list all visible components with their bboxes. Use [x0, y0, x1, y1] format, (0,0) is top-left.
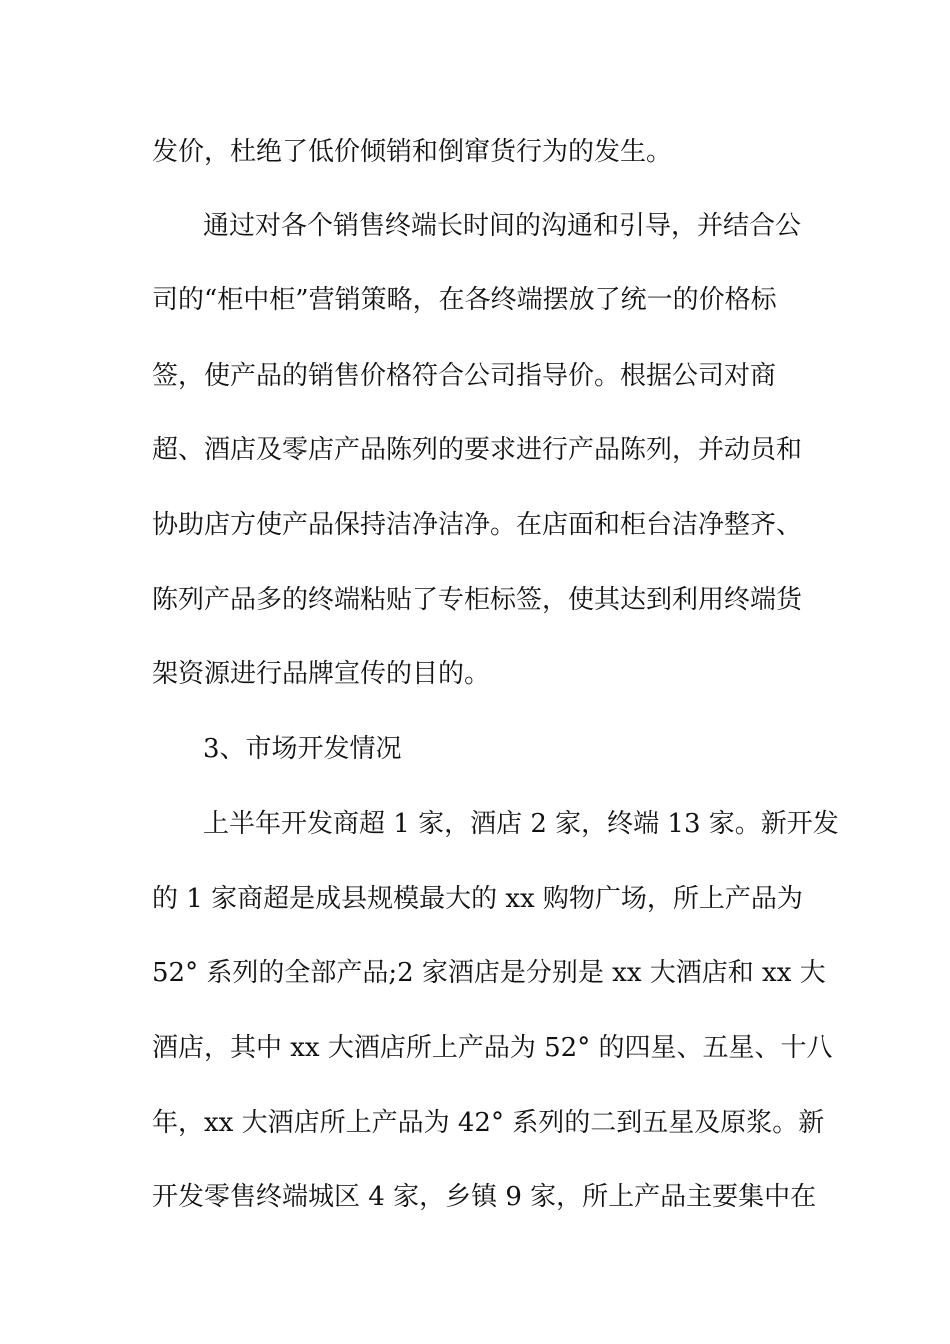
text-line: 发价，杜绝了低价倾销和倒窜货行为的发生。	[152, 137, 673, 167]
text-line: 司的“柜中柜”营销策略，在各终端摆放了统一的价格标	[152, 285, 777, 315]
text-line: 的 1 家商超是成县规模最大的 xx 购物广场，所上产品为	[152, 884, 803, 914]
text-line: 架资源进行品牌宣传的目的。	[152, 659, 491, 689]
text-line: 开发零售终端城区 4 家，乡镇 9 家，所上产品主要集中在	[152, 1182, 817, 1212]
text-line: 年，xx 大酒店所上产品为 42° 系列的二到五星及原浆。新	[152, 1108, 825, 1138]
text-line: 52° 系列的全部产品;2 家酒店是分别是 xx 大酒店和 xx 大	[152, 958, 826, 988]
text-line: 协助店方使产品保持洁净洁净。在店面和柜台洁净整齐、	[152, 510, 803, 540]
text-line: 超、酒店及零店产品陈列的要求进行产品陈列，并动员和	[152, 435, 803, 465]
text-line: 陈列产品多的终端粘贴了专柜标签，使其达到利用终端货	[152, 585, 803, 615]
text-line: 签，使产品的销售价格符合公司指导价。根据公司对商	[152, 361, 777, 391]
text-line: 上半年开发商超 1 家，酒店 2 家，终端 13 家。新开发	[203, 809, 839, 839]
text-line: 酒店，其中 xx 大酒店所上产品为 52° 的四星、五星、十八	[152, 1033, 833, 1063]
section-heading: 3、市场开发情况	[203, 734, 402, 764]
text-line: 通过对各个销售终端长时间的沟通和引导，并结合公	[203, 211, 802, 241]
